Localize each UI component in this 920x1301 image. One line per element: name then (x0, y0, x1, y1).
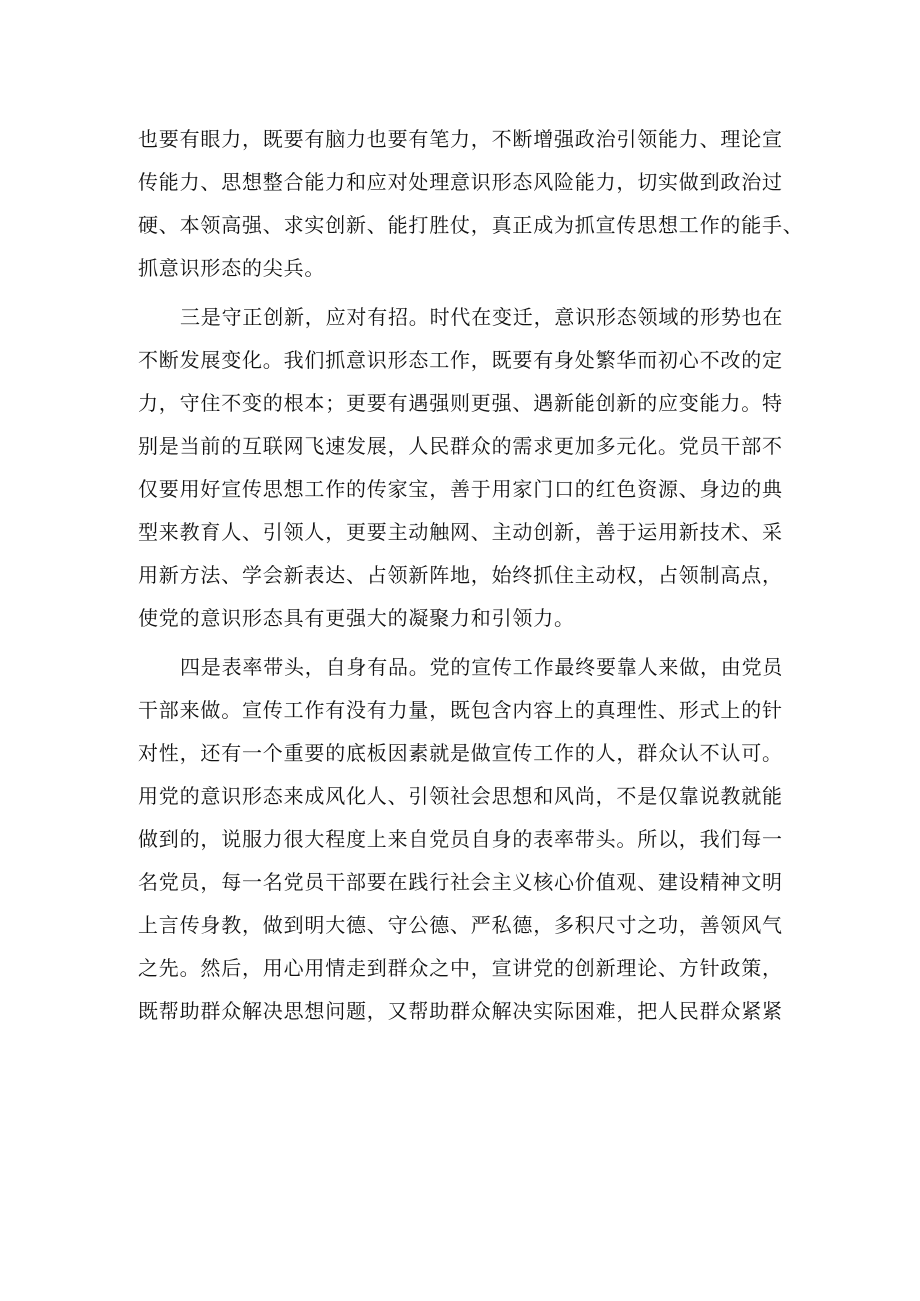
text-line: 上言传身教，做到明大德、守公德、严私德，多积尺寸之功，善领风气 (138, 913, 783, 937)
text-line: 用新方法、学会新表达、占领新阵地，始终抓住主动权，占领制高点， (138, 563, 783, 587)
paragraph-1 (138, 118, 804, 290)
text-line: 干部来做。宣传工作有没有力量，既包含内容上的真理性、形式上的针 (138, 698, 783, 722)
paragraph-2 (138, 296, 784, 640)
text-line: 抓意识形态的尖兵。 (138, 256, 326, 280)
text-line: 名党员，每一名党员干部要在践行社会主义核心价值观、建设精神文明 (138, 870, 783, 894)
text-line: 型来教育人、引领人，更要主动触网、主动创新，善于运用新技术、采 (138, 520, 783, 544)
text-line: 既帮助群众解决思想问题，又帮助群众解决实际困难，把人民群众紧紧 (138, 999, 783, 1023)
text-line: 仅要用好宣传思想工作的传家宝，善于用家门口的红色资源、身边的典 (138, 477, 783, 501)
document-body (138, 118, 804, 1039)
text-line: 四是表率带头，自身有品。党的宣传工作最终要靠人来做，由党员 (180, 655, 784, 679)
text-line: 不断发展变化。我们抓意识形态工作，既要有身处繁华而初心不改的定 (138, 348, 783, 372)
text-line: 硬、本领高强、求实创新、能打胜仗，真正成为抓宣传思想工作的能手、 (138, 213, 804, 237)
text-line: 使党的意识形态具有更强大的凝聚力和引领力。 (138, 606, 575, 630)
text-line: 别是当前的互联网飞速发展，人民群众的需求更加多元化。党员干部不 (138, 434, 783, 458)
text-line: 力，守住不变的根本；更要有遇强则更强、遇新能创新的应变能力。特 (138, 391, 783, 415)
paragraph-3 (138, 646, 784, 1033)
text-line: 做到的，说服力很大程度上来自党员自身的表率带头。所以，我们每一 (138, 827, 783, 851)
text-line: 之先。然后，用心用情走到群众之中，宣讲党的创新理论、方针政策， (138, 956, 783, 980)
text-line: 也要有眼力，既要有脑力也要有笔力，不断增强政治引领能力、理论宣 (138, 127, 783, 151)
text-line: 用党的意识形态来成风化人、引领社会思想和风尚，不是仅靠说教就能 (138, 784, 783, 808)
text-line: 传能力、思想整合能力和应对处理意识形态风险能力，切实做到政治过 (138, 170, 783, 194)
text-line: 三是守正创新，应对有招。时代在变迁，意识形态领域的形势也在 (180, 305, 784, 329)
text-line: 对性，还有一个重要的底板因素就是做宣传工作的人，群众认不认可。 (138, 741, 783, 765)
